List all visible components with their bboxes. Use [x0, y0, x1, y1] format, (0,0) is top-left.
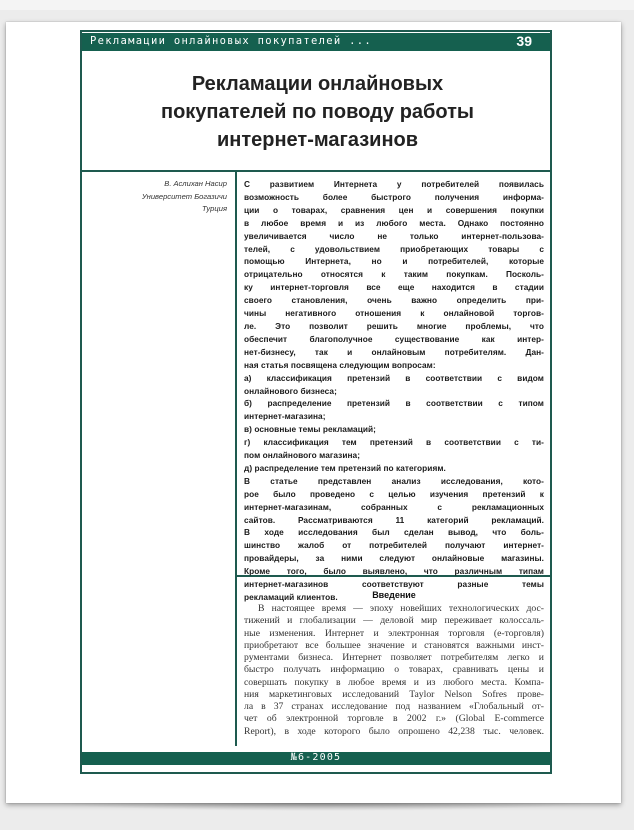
- body-line: рументами бизнеса. Интернет позволяет потребителям легко и: [244, 652, 544, 663]
- abstract-line: помощью Интернета, но и потребителей, которые: [244, 256, 544, 267]
- title-divider: [82, 170, 550, 172]
- body-line: быстро получать информацию о товарах, сравнивать цены и: [244, 664, 544, 676]
- author-country: Турция: [201, 204, 227, 214]
- abstract-line: чины негативного отношения к онлайновой торгов-: [244, 308, 544, 319]
- article-title: [100, 70, 535, 154]
- body-line: приобретают все большее значение и становятся важными инст-: [244, 639, 544, 651]
- abstract-line: увеличивается число не только интернет-пользова-: [244, 230, 544, 241]
- abstract-line: шинство жалоб от потребителей получают интернет-: [244, 540, 544, 551]
- abstract-line: своего становления, очень важно определить при-: [244, 295, 544, 306]
- running-header: [82, 33, 550, 51]
- abstract-line: в) основные темы рекламаций;: [244, 424, 376, 435]
- abstract-line: интернет-магазина;: [244, 411, 326, 422]
- abstract-line: рое было проведено с целью изучения претензий к: [244, 488, 544, 499]
- footer-bar: [82, 752, 550, 765]
- running-title: Рекламации онлайновых покупателей ...: [90, 35, 372, 47]
- abstract-line: С развитием Интернета у потребителей появилась: [244, 179, 544, 189]
- background-top: [0, 0, 634, 10]
- abstract-line: ная статья посвящена следующим вопросам:: [244, 359, 436, 370]
- abstract-line: сайтов. Рассматриваются 11 категорий рекламаций.: [244, 514, 544, 525]
- body-line: чет об электронной торговле в 2002 г.» (Global E-commerce: [244, 713, 544, 725]
- abstract-line: провайдеры, за ними следуют онлайновые магазины.: [244, 553, 544, 564]
- abstract-line: в любое время и из любого места. Однако постоянно: [244, 217, 544, 228]
- body-line: В настоящее время — эпоху новейших технологических дос-: [258, 603, 544, 614]
- author-name: В. Аслихан Насир: [164, 179, 227, 188]
- body-line: ные изменения. Интернет и электронная торговля (е-торговля): [244, 627, 544, 639]
- title-line: Рекламации онлайновых: [191, 73, 444, 95]
- title-line: интернет-магазинов: [216, 129, 419, 151]
- abstract-line: д) распределение тем претензий по категориям.: [244, 462, 446, 473]
- abstract-line: ку интернет-торговля все еще находится в стадии: [244, 282, 544, 293]
- abstract-line: интернет-магазинов соответствуют разные темы: [244, 579, 544, 590]
- title-line: покупателей по поводу работы: [160, 101, 474, 123]
- abstract-line: возможность более быстрого получения информа-: [244, 191, 544, 202]
- abstract-line: нет-бизнесу, так и онлайновым потребителям. Дан-: [244, 346, 544, 357]
- abstract-line: онлайнового бизнеса;: [244, 385, 337, 396]
- abstract-line: Кроме того, было выявлено, что различным типам: [244, 566, 544, 577]
- body-text: [244, 603, 544, 738]
- issue-number: №6-2005: [290, 752, 342, 763]
- abstract-line: телей, с удовольствием приобретающих товары с: [244, 243, 544, 254]
- body-line: тижений и глобализации — деловой мир переживает колоссаль-: [244, 615, 544, 627]
- abstract-line: отрицательно относятся к таким покупкам. Посколь-: [244, 269, 544, 280]
- abstract-line: обеспечит благополучное существование как интер-: [244, 333, 544, 344]
- abstract-line: г) классификация тем претензий в соответствии с ти-: [244, 437, 544, 448]
- abstract-line: ле. Это позволит решить многие проблемы, что: [244, 320, 544, 331]
- section-title: Введение: [372, 590, 416, 600]
- body-line: Report), в ходе которого было опрошено 42,238 тыс. человек.: [244, 725, 544, 737]
- abstract-line: В статье представлен анализ исследования, кото-: [244, 475, 544, 486]
- abstract-line: В ходе исследования был сделан вывод, что боль-: [244, 527, 544, 538]
- abstract-line: пом онлайнового магазина;: [244, 450, 361, 461]
- abstract-line: ции о товарах, сравнения цен и совершения покупки: [244, 204, 544, 215]
- abstract-line: б) распределение претензий в соответствии с типом: [244, 398, 544, 409]
- body-line: ла в 37 странах исследование под названием «Глобальный от-: [244, 701, 544, 712]
- abstract-line: интернет-магазинам, собранных с рекламационных: [244, 501, 544, 512]
- column-divider: [235, 170, 237, 746]
- page-number: 39: [516, 33, 532, 49]
- body-line: совершать покупку в любое время и из любого места. Компа-: [244, 676, 544, 688]
- abstract-line: а) классификация претензий в соответствии с видом: [244, 372, 544, 383]
- author-affiliation: Университет Богазичи: [141, 191, 227, 201]
- author-block: [95, 178, 227, 216]
- abstract-line: рекламаций клиентов.: [244, 592, 338, 602]
- body-line: ния маркетинговых исследований Taylor Nelson Sofres прове-: [244, 688, 544, 700]
